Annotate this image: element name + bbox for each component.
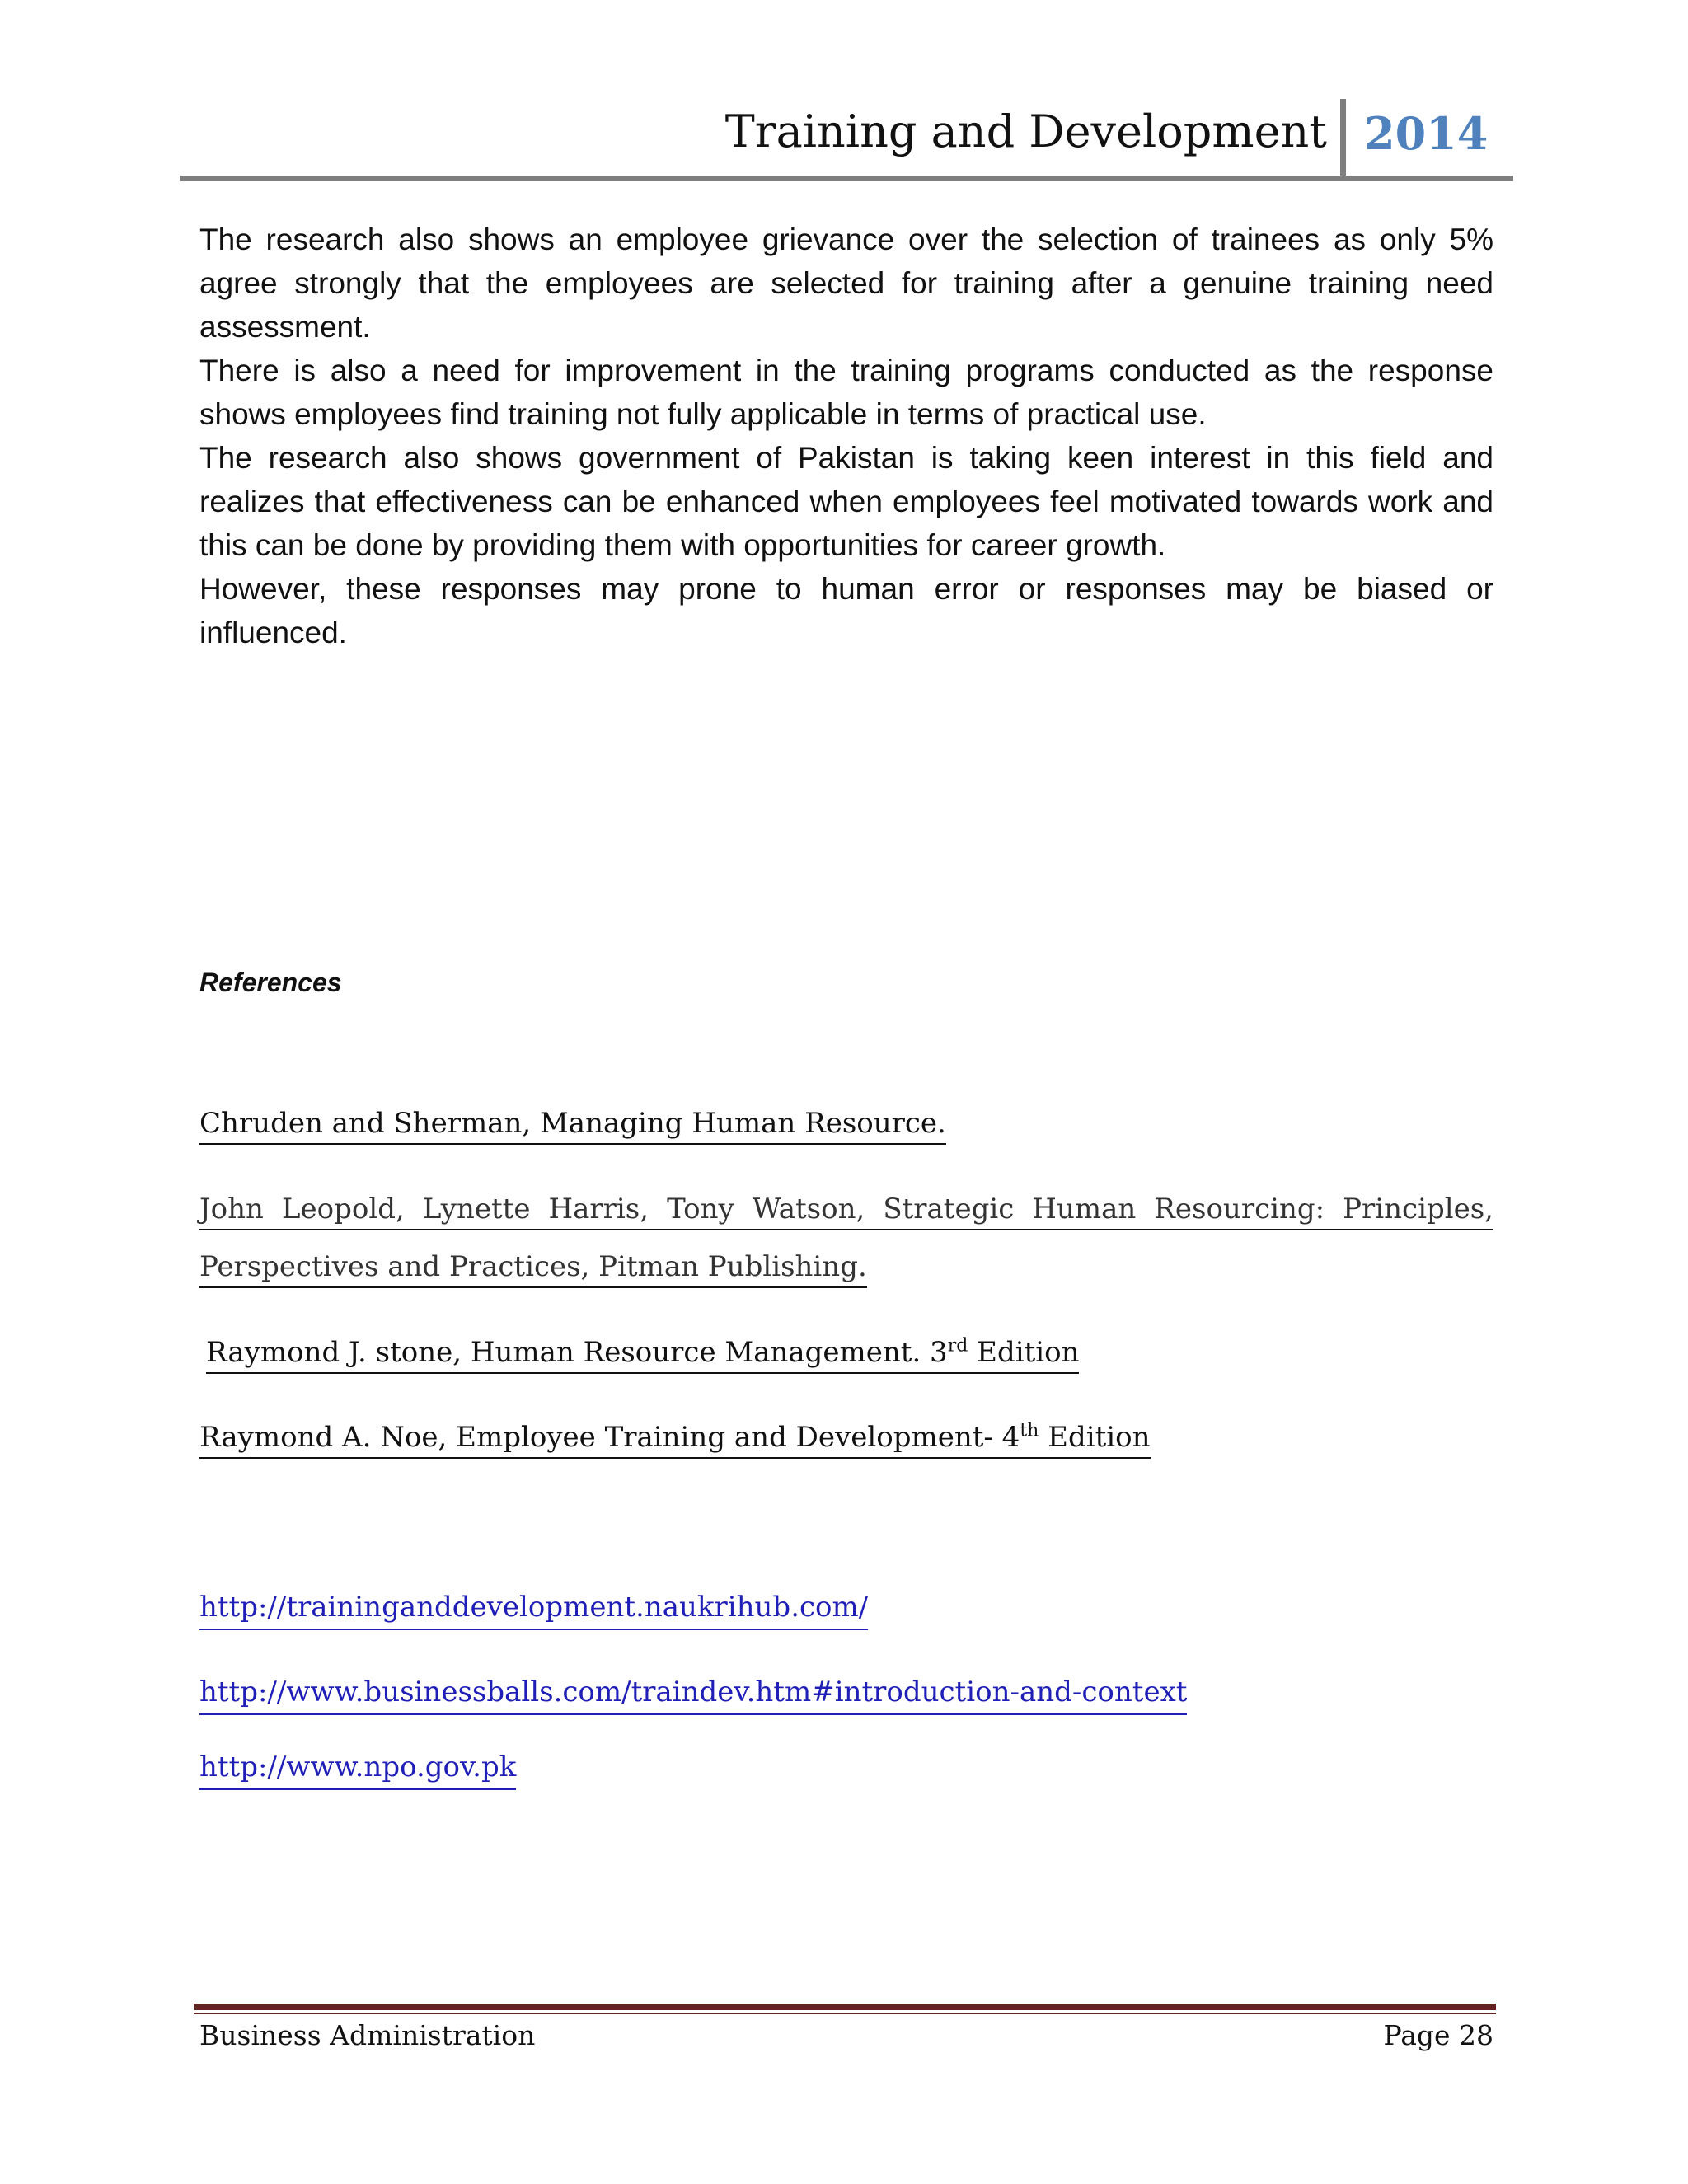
reference-text: Chruden and Sherman, Managing Human Resource.	[199, 1107, 946, 1145]
footer-page-number: Page 28	[1383, 2019, 1493, 2051]
body-text	[199, 218, 1493, 654]
reference-superscript: rd	[947, 1335, 968, 1357]
footer-department: Business Administration	[199, 2019, 536, 2051]
reference-link[interactable]	[199, 1750, 516, 1783]
header-rule	[180, 176, 1513, 181]
reference-item	[199, 1094, 946, 1152]
references-heading: References	[199, 968, 342, 997]
reference-link-text[interactable]: http://www.npo.gov.pk	[199, 1750, 516, 1790]
reference-link[interactable]	[199, 1591, 868, 1624]
reference-link[interactable]	[199, 1675, 1187, 1708]
reference-link-text[interactable]: http://www.businessballs.com/traindev.htm#introduction-and-context	[199, 1675, 1187, 1715]
footer-rule-thin	[194, 2013, 1496, 2014]
reference-item	[199, 1408, 1151, 1466]
paragraph: The research also shows government of Pakistan is taking keen interest in this field and realizes that effectiveness can be enhanced when employees feel motivated towards work and this can be done by providing them with opportunities for career growth.	[199, 441, 1493, 562]
paragraph: There is also a need for improvement in the training programs conducted as the response shows employees find training not fully applicable in terms of practical use.	[199, 354, 1493, 431]
paragraph: The research also shows an employee grievance over the selection of trainees as only 5% agree strongly that the employees are selected for training after a genuine training need assessment.	[199, 223, 1493, 344]
reference-underline	[206, 1336, 1079, 1374]
footer-rule	[194, 2004, 1496, 2010]
reference-text: Edition	[968, 1336, 1080, 1369]
header-title: Training and Development	[724, 105, 1327, 157]
header-divider	[1340, 99, 1346, 180]
reference-text: Raymond A. Noe, Employee Training and Development- 4	[199, 1421, 1020, 1454]
reference-link-text[interactable]: http://traininganddevelopment.naukrihub.com/	[199, 1591, 868, 1630]
reference-text: Raymond J. stone, Human Resource Management. 3	[206, 1336, 948, 1369]
reference-item	[199, 1180, 1493, 1296]
paragraph: However, these responses may prone to human error or responses may be biased or influenced.	[199, 572, 1493, 649]
reference-item	[206, 1324, 1079, 1381]
reference-superscript: th	[1020, 1420, 1039, 1441]
reference-text: Edition	[1039, 1421, 1151, 1454]
header-year: 2014	[1364, 107, 1489, 160]
reference-text: John Leopold, Lynette Harris, Tony Watson, Strategic Human Resourcing: Principles, Perspectives and Practices, Pitman Publishing.	[199, 1193, 1493, 1288]
reference-underline	[199, 1421, 1151, 1459]
